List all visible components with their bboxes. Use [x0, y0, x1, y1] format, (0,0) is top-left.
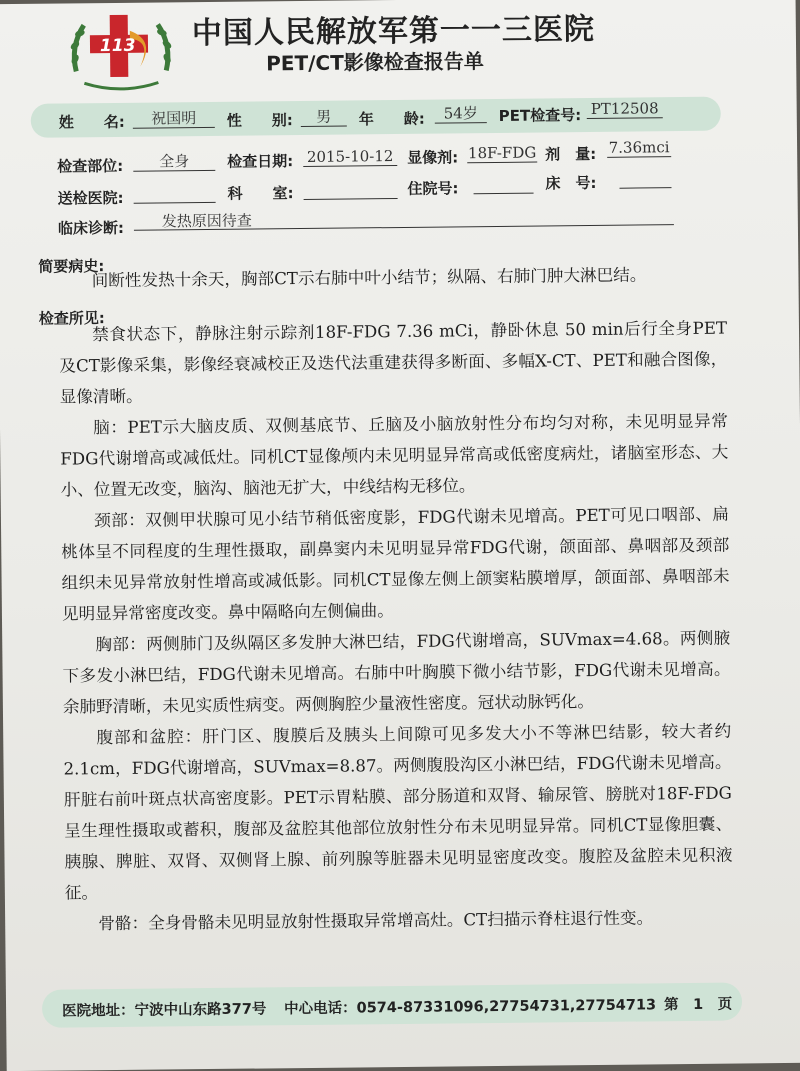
- exam-date-value: 2015-10-12: [303, 147, 397, 167]
- pet-number-value: PT12508: [587, 99, 663, 119]
- findings-text: [59, 313, 733, 940]
- center-phone: 中心电话：0574-87331096,27754731,27754713: [284, 997, 657, 1018]
- referring-hospital-label: 送检医院:: [57, 188, 124, 208]
- diagnosis-value: 发热原因待查: [134, 207, 674, 231]
- diagnosis-label: 临床诊断:: [57, 218, 124, 238]
- history-paragraph: 间断性发热十余天，胸部CT示右肺中叶小结节；纵隔、右肺门肿大淋巴结。: [91, 265, 647, 291]
- age-label: 年 龄:: [358, 109, 425, 129]
- findings-paragraph: 脑：PET示大脑皮质、双侧基底节、丘脑及小脑放射性分布均匀对称，未见明显异常FDG代谢增高或减低灶。同机CT显像颅内未见明显异常高或低密度病灶，诸脑室形态、大小、位置无改变，脑沟、脑池无扩大，中线结构无移位。: [60, 411, 729, 500]
- logo-text: 113: [99, 35, 136, 57]
- sex-label: 性 别:: [226, 111, 293, 130]
- hospital-address: 医院地址：宁波中山东路377号: [62, 1001, 267, 1020]
- pet-number-label: PET检查号:: [498, 106, 582, 125]
- age-value: 54岁: [435, 104, 487, 124]
- history-text: [58, 259, 726, 297]
- agent-value: 18F-FDG: [467, 143, 537, 163]
- history-label: 简要病史:: [38, 257, 105, 276]
- name-value: 祝国明: [133, 109, 215, 129]
- findings-paragraph: 腹部和盆腔：肝门区、腹膜后及胰头上间隙可见多发大小不等淋巴结影，较大者约2.1cm，FDG代谢增高，SUVmax=8.87。两侧腹股沟区小淋巴结，FDG代谢未见增高。肝脏右前叶斑点状高密度影。PET示胃粘膜、部分肠道和双肾、输尿管、膀胱对18F-FDG呈生理性摄取或蓄积，腹部及盆腔其他部位放射性分布未见明显异常。同机CT显像胆囊、胰腺、脾脏、双肾、双侧肾上腺、前列腺等脏器未见明显密度改变。腹腔及盆腔未见积液征。: [63, 721, 733, 903]
- findings-paragraph: 胸部：两侧肺门及纵隔区多发肿大淋巴结，FDG代谢增高，SUVmax=4.68。两侧腋下多发小淋巴结，FDG代谢未见增高。右肺中叶胸膜下微小结节影，FDG代谢未见增高。余肺野清晰，未见实质性病变。两侧胸腔少量液性密度。冠状动脉钙化。: [62, 628, 731, 717]
- bed-number-label: 床 号:: [545, 173, 597, 193]
- hospital-logo: [66, 10, 177, 93]
- name-label: 姓 名:: [58, 112, 125, 132]
- sex-value: 男: [301, 108, 347, 127]
- page-number: 第 1 页: [663, 996, 733, 1014]
- department-label: 科 室:: [227, 184, 294, 203]
- inpatient-number-value: [473, 175, 533, 195]
- dose-label: 剂 量:: [545, 144, 597, 164]
- findings-paragraph: 骨骼：全身骨骼未见明显放射性摄取异常增高灶。CT扫描示脊柱退行性变。: [98, 908, 654, 934]
- hospital-name: 中国人民解放军第一一三医院: [191, 11, 596, 52]
- bed-number-value: [619, 169, 671, 189]
- findings-paragraph: 颈部：双侧甲状腺可见小结节稍低密度影，FDG代谢未见增高。PET可见口咽部、扁桃体呈不同程度的生理性摄取，副鼻窦内未见明显异常FDG代谢，颌面部、鼻咽部及颈部组织未见异常放射性增高或减低影。同机CT显像左侧上颌窦粘膜增厚，颌面部、鼻咽部未见明显异常密度改变。鼻中隔略向左侧偏曲。: [61, 504, 730, 624]
- agent-label: 显像剂:: [407, 148, 459, 167]
- inpatient-number-label: 住院号:: [407, 179, 459, 198]
- findings-paragraph: 禁食状态下，静脉注射示踪剂18F-FDG 7.36 mCi，静卧休息 50 min后行全身PET及CT影像采集，影像经衰减校正及迭代法重建获得多断面、多幅X-CT、PET和融合图像，显像清晰。: [59, 318, 728, 407]
- findings-label: 检查所见:: [38, 309, 105, 328]
- exam-date-label: 检查日期:: [227, 152, 294, 171]
- department-value: [303, 180, 397, 200]
- dose-value: 7.36mci: [608, 138, 670, 157]
- exam-site-value: 全身: [133, 152, 215, 172]
- report-title: PET/CT影像检查报告单: [266, 49, 484, 76]
- referring-hospital-value: [133, 184, 215, 204]
- exam-site-label: 检查部位:: [57, 156, 124, 176]
